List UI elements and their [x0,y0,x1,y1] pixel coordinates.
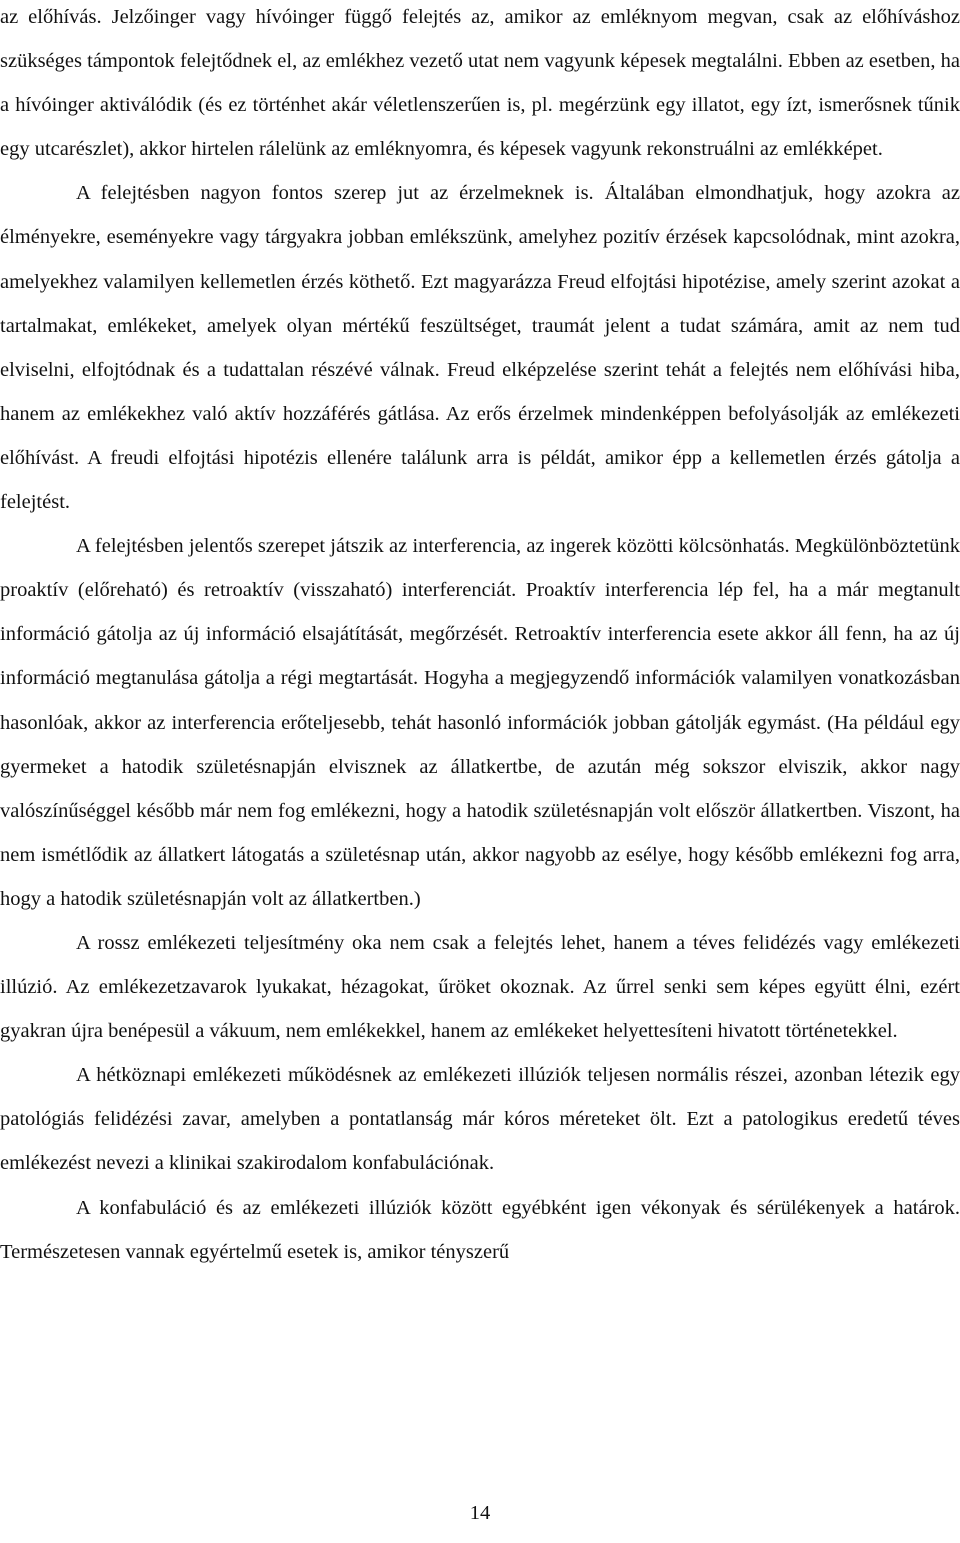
paragraph-1: az előhívás. Jelzőinger vagy hívóinger függő felejtés az, amikor az emléknyom megvan, csak az előhíváshoz szükséges támpontok felejtődnek el, az emlékhez vezető utat nem vagyunk képesek megtalálni. Ebben az esetben, ha a hívóinger aktiválódik (és ez történhet akár véletlenszerűen is, pl. megérzünk egy illatot, egy ízt, ismerősnek tűnik egy utcarészlet), akkor hirtelen rálelünk az emléknyomra, és képesek vagyunk rekonstruálni az emlékképet. [0,6,960,161]
paragraph-6: A konfabuláció és az emlékezeti illúziók között egyébként igen vékonyak és sérülékenyek a határok. Természetesen vannak egyértelmű esetek is, amikor tényszerű [0,1196,960,1263]
page-number: 14 [469,1502,491,1524]
paragraph-4: A rossz emlékezeti teljesítmény oka nem csak a felejtés lehet, hanem a téves felidézés vagy emlékezeti illúzió. Az emlékezetzavarok lyukakat, hézagokat, űröket okoznak. Az űrrel senki sem képes együtt élni, ezért gyakran újra benépesül a vákuum, nem emlékekkel, hanem az emlékeket helyettesíteni hivatott történetekkel. [0,931,960,1043]
paragraph-3: A felejtésben jelentős szerepet játszik az interferencia, az ingerek közötti kölcsönhatás. Megkülönböztetünk proaktív (előreható) és retroaktív (visszaható) interferenciát. Proaktív interferencia lép fel, ha a már megtanult információ gátolja az új információ elsajátítását, megőrzését. Retroaktív interferencia esete akkor áll fenn, ha az új információ megtanulása gátolja a régi megtartását. Hogyha a megjegyzendő információk valamilyen vonatkozásban hasonlóak, akkor az interferencia erőteljesebb, tehát hasonló információk jobban gátolják egymást. (Ha például egy gyermeket a hatodik születésnapján elvisznek az állatkertbe, de azután még sokszor elviszik, akkor nagy valószínűséggel később már nem fog emlékezni, hogy a hatodik születésnapján volt először állatkertben. Viszont, ha nem ismétlődik az állatkert látogatás a születésnap után, akkor nagyobb az esélye, hogy később emlékezni fog arra, hogy a hatodik születésnapján volt az állatkertben.) [0,535,960,910]
paragraph-2: A felejtésben nagyon fontos szerep jut az érzelmeknek is. Általában elmondhatjuk, hogy azokra az élményekre, eseményekre vagy tárgyakra jobban emlékszünk, amelyhez pozitív érzések kapcsolódnak, mint azokra, amelyekhez valamilyen kellemetlen érzés köthető. Ezt magyarázza Freud elfojtási hipotézise, amely szerint azokat a tartalmakat, emlékeket, amelyek olyan mértékű feszültséget, traumát jelent a tudat számára, amit az nem tud elviselni, elfojtódnak és a tudattalan részévé válnak. Freud elképzelése szerint tehát a felejtés nem előhívási hiba, hanem az emlékekhez való aktív hozzáférés gátlása. Az erős érzelmek mindenképpen befolyásolják az emlékezeti előhívást. A freudi elfojtási hipotézis ellenére találunk arra is példát, amikor épp a kellemetlen érzés gátolja a felejtést. [0,182,960,514]
paragraph-5: A hétköznapi emlékezeti működésnek az emlékezeti illúziók teljesen normális részei, azonban létezik egy patológiás felidézési zavar, amelyben a pontatlanság már kóros méreteket ölt. Ezt a patologikus eredetű téves emlékezést nevezi a klinikai szakirodalom konfabulációnak. [0,1064,960,1175]
